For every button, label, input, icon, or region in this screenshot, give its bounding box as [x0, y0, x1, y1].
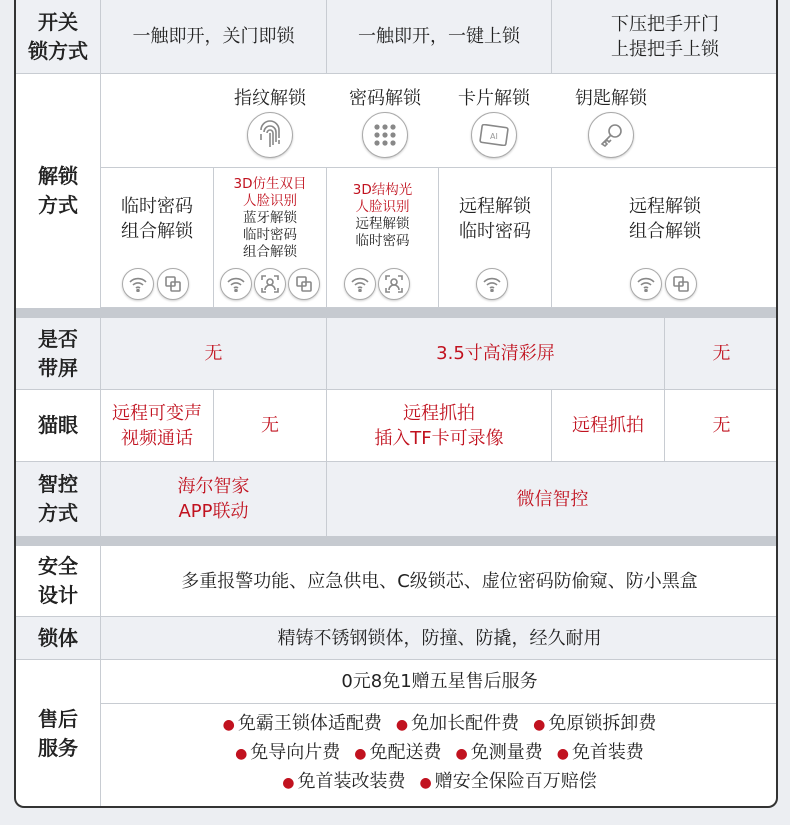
wifi-icon — [122, 268, 154, 300]
cell — [665, 318, 778, 390]
cell-text: 上提把手上锁 — [611, 38, 719, 60]
cell-text: 临时密码 — [355, 233, 410, 249]
cell — [101, 462, 327, 536]
label: 服务 — [38, 736, 78, 760]
cell-text: 临时密码 — [243, 227, 297, 243]
label: 设计 — [38, 583, 78, 607]
method-key-label: 钥匙解锁 — [575, 88, 647, 109]
row-header-safety — [16, 546, 101, 617]
list-item: ● 免霸王锁体适配费 — [222, 712, 382, 734]
cell-text: 3D结构光 — [352, 182, 413, 198]
cell-text: 一触即开，关门即锁 — [132, 26, 295, 47]
cell-text: 下压把手开门 — [611, 13, 719, 35]
cell-text: 组合解锁 — [629, 221, 701, 242]
label: 智控 — [38, 472, 78, 496]
cell-text: 无 — [712, 343, 731, 364]
label: 是否 — [38, 326, 78, 351]
card-icon — [471, 112, 517, 158]
cell-text: 远程解锁 — [459, 196, 531, 217]
label: 方式 — [38, 501, 78, 525]
label: 带屏 — [38, 355, 78, 380]
cell-text: 多重报警功能、应急供电、C级锁芯、虚位密码防偷窥、防小黑盒 — [181, 570, 698, 592]
label: 解锁 — [38, 164, 78, 188]
cell — [101, 660, 778, 704]
cell — [101, 617, 778, 660]
section-separator — [16, 308, 778, 318]
cell — [101, 390, 214, 462]
cell-text: 远程抓拍 — [572, 415, 644, 436]
label: 猫眼 — [38, 413, 78, 437]
cell — [327, 462, 778, 536]
label: 锁方式 — [28, 38, 88, 63]
cell-text: 远程解锁 — [629, 196, 701, 217]
wifi-icon — [630, 268, 662, 300]
cell-text: 远程解锁 — [355, 216, 410, 232]
wifi-icon — [344, 268, 376, 300]
cell-text: 插入TF卡可录像 — [374, 427, 504, 449]
label: 售后 — [38, 707, 78, 731]
face-id-icon — [254, 268, 286, 300]
cell-text: 组合解锁 — [243, 244, 297, 260]
cell-text: 3.5寸高清彩屏 — [436, 343, 555, 364]
row-header-smart — [16, 462, 101, 536]
method-password-label: 密码解锁 — [349, 88, 421, 109]
face-id-icon — [378, 268, 410, 300]
label: 锁体 — [38, 625, 78, 650]
cell-text: 蓝牙解锁 — [243, 210, 297, 226]
cell-text: 海尔智家 — [177, 476, 250, 497]
cell-text: APP联动 — [178, 501, 249, 522]
label: 开关 — [38, 9, 78, 34]
row-header-switch — [16, 0, 101, 74]
method-fingerprint-label: 指纹解锁 — [234, 88, 306, 109]
list-item: ● 免原锁拆卸费 — [533, 712, 657, 734]
fingerprint-icon — [247, 112, 293, 158]
row-header-screen — [16, 318, 101, 390]
method-card-label: 卡片解锁 — [458, 88, 530, 109]
card-icon-text: AI — [490, 132, 498, 141]
combination-icon — [157, 268, 189, 300]
cell — [101, 546, 778, 617]
cell-text: 无 — [204, 343, 223, 364]
list-item: ● 免首装改装费 — [282, 770, 406, 792]
combination-icon — [665, 268, 697, 300]
row-header-unlock — [16, 74, 101, 308]
cell-text: 人脸识别 — [243, 193, 297, 209]
section-separator — [16, 536, 778, 546]
wifi-icon — [220, 268, 252, 300]
cell-text: 临时密码 — [459, 221, 531, 242]
cell — [101, 0, 327, 74]
list-item: ● 免导向片费 — [235, 741, 341, 763]
combination-icon — [288, 268, 320, 300]
comparison-table — [14, 0, 778, 808]
label: 方式 — [38, 193, 78, 217]
cell-text: 0元8免1赠五星售后服务 — [341, 671, 538, 692]
cell-text: 3D仿生双目 — [233, 176, 307, 192]
cell-text: 人脸识别 — [355, 199, 410, 215]
cell — [552, 0, 778, 74]
list-item: ● 免测量费 — [455, 741, 543, 763]
cell-text: 无 — [261, 415, 279, 436]
list-item: ● 免加长配件费 — [395, 712, 520, 734]
cell — [327, 318, 665, 390]
row-header-cateye — [16, 390, 101, 462]
cell-text: 精铸不锈钢锁体，防撞、防撬，经久耐用 — [277, 627, 602, 649]
row-header-service — [16, 660, 101, 808]
key-icon — [588, 112, 634, 158]
cell-text: 一触即开，一键上锁 — [358, 26, 520, 47]
cell-text: 微信智控 — [516, 488, 589, 510]
list-item: ● 赠安全保险百万赔偿 — [419, 770, 597, 792]
cell-text: 组合解锁 — [121, 221, 193, 242]
list-item: ● 免首装费 — [556, 741, 644, 763]
cell — [101, 318, 327, 390]
cell — [552, 390, 665, 462]
service-list — [101, 704, 778, 808]
keypad-icon — [362, 112, 408, 158]
wifi-icon — [476, 268, 508, 300]
cell — [665, 390, 778, 462]
cell-text: 无 — [712, 415, 731, 436]
cell-text: 临时密码 — [121, 196, 193, 217]
cell — [327, 0, 552, 74]
cell-text: 远程抓拍 — [403, 402, 475, 424]
cell — [214, 390, 327, 462]
cell — [327, 390, 552, 462]
cell-text: 远程可变声 — [112, 402, 202, 424]
label: 安全 — [38, 554, 78, 578]
list-item: ● 免配送费 — [354, 741, 442, 763]
row-header-lockbody — [16, 617, 101, 660]
cell-text: 视频通话 — [121, 427, 193, 449]
